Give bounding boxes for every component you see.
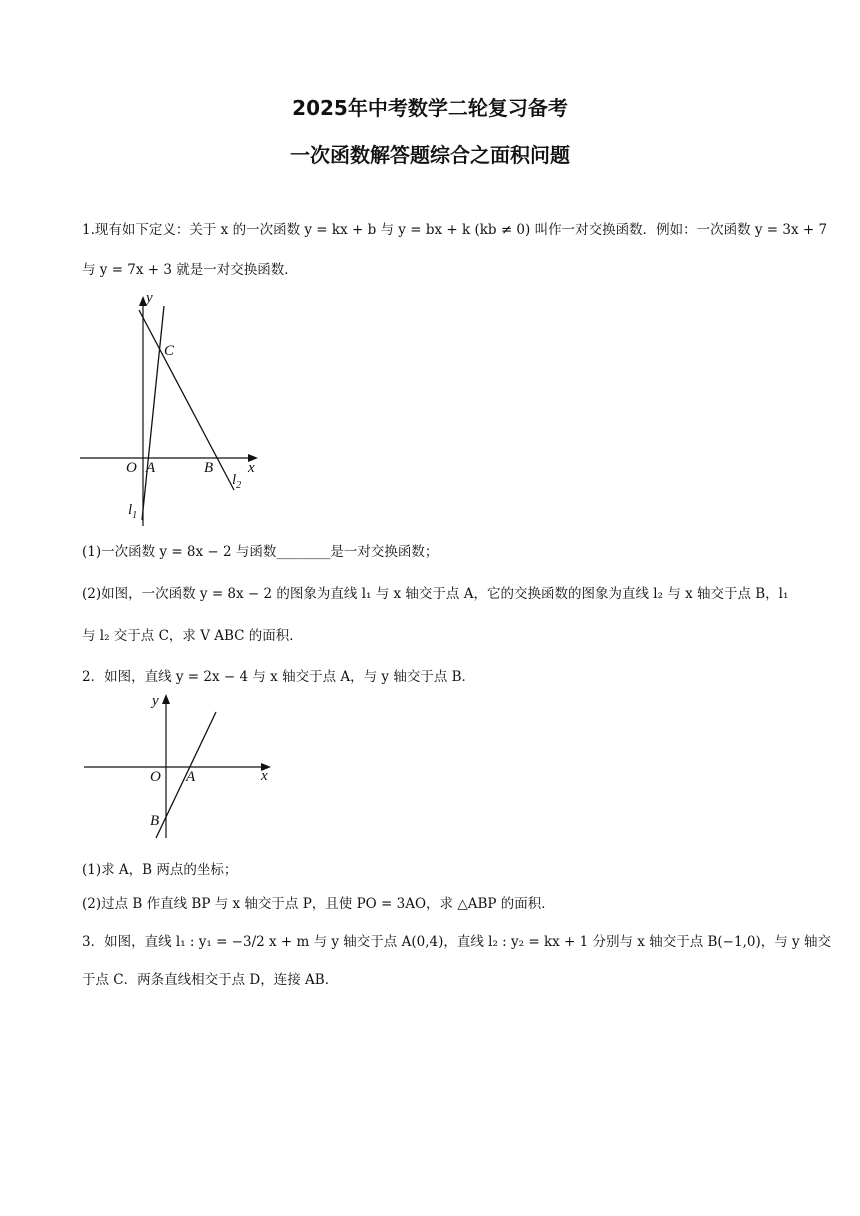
- q2-stem: 2．如图，直线 y = 2x − 4 与 x 轴交于点 A，与 y 轴交于点 B．: [82, 669, 476, 685]
- q1-y-label: y: [146, 290, 153, 306]
- doc-title-line-1: 2025年中考数学二轮复习备考: [292, 96, 568, 120]
- q3-stem-line-2: 于点 C．两条直线相交于点 D，连接 AB．: [82, 972, 339, 988]
- q2-part-2: (2)过点 B 作直线 BP 与 x 轴交于点 P，且使 PO = 3AO，求 △ABP 的面积．: [82, 896, 555, 912]
- q2-point-a: A: [186, 769, 196, 785]
- q2-y-label: y: [152, 693, 159, 709]
- q1-point-b: B: [204, 460, 214, 476]
- q3-stem-line-1: 3．如图，直线 l₁ : y₁ = −3/2 x + m 与 y 轴交于点 A(0,4)，直线 l₂ : y₂ = kx + 1 分别与 x 轴交于点 B(−1,0)，与 y 轴交: [82, 934, 831, 950]
- q1-x-label: x: [248, 460, 255, 476]
- q1-part-2-line-2: 与 l₂ 交于点 C，求 V ABC 的面积．: [82, 628, 303, 644]
- q1-label-l1: $l_1$: [128, 502, 138, 521]
- q2-figure: [80, 688, 280, 848]
- q2-x-label: x: [261, 768, 268, 784]
- q1-part-2-line-1: (2)如图，一次函数 y = 8x − 2 的图象为直线 l₁ 与 x 轴交于点 A，它的交换函数的图象为直线 l₂ 与 x 轴交于点 B，l₁: [82, 586, 789, 602]
- q2-point-b: B: [150, 813, 160, 829]
- q2-y-axis-arrow: [162, 694, 170, 704]
- doc-title-line-2: 一次函数解答题综合之面积问题: [290, 143, 570, 167]
- q1-stem-line-2: 与 y = 7x + 3 就是一对交换函数．: [82, 262, 298, 278]
- q2-part-1: (1)求 A，B 两点的坐标；: [82, 862, 238, 878]
- q1-label-l2: $l_2$: [232, 472, 242, 491]
- q1-point-c: C: [164, 343, 175, 359]
- q2-point-o: O: [150, 769, 161, 785]
- q1-line-l1: [142, 306, 164, 520]
- q1-point-a: A: [146, 460, 156, 476]
- q1-stem-line-1: 1.现有如下定义：关于 x 的一次函数 y = kx + b 与 y = bx + k (kb ≠ 0) 叫作一对交换函数．例如：一次函数 y = 3x + 7: [82, 222, 828, 238]
- q1-figure: [76, 288, 276, 533]
- q1-point-o: O: [126, 460, 137, 476]
- q1-part-1: (1)一次函数 y = 8x − 2 与函数________是一对交换函数；: [82, 544, 439, 560]
